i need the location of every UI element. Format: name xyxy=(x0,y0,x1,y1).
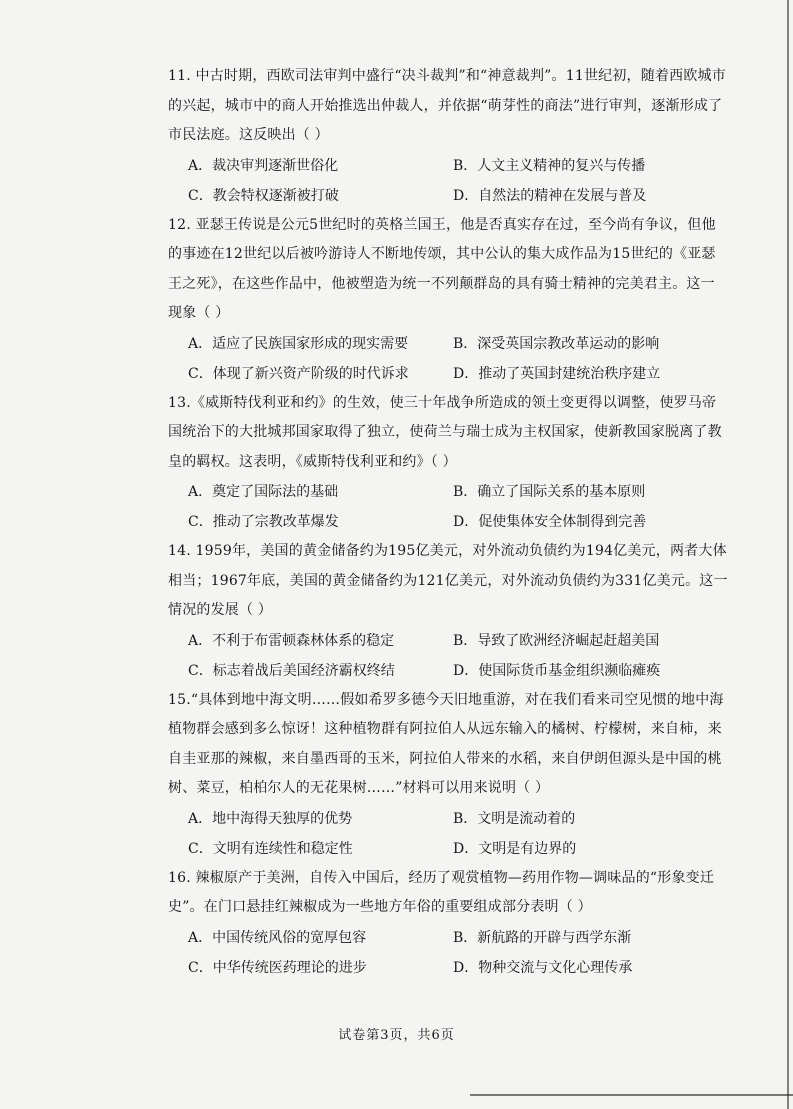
option-d: D．推动了英国封建统治秩序建立 xyxy=(453,365,661,382)
option-list xyxy=(188,477,728,537)
question-stem: 14. 1959年，美国的黄金储备约为195亿美元，对外流动负债约为194亿美元，两者大体相当；1967年底，美国的黄金储备约为121亿美元，对外流动负债约为331亿美元。这一情况的发展（ ） xyxy=(168,543,728,618)
question-11 xyxy=(168,62,728,211)
option-a: A．裁决审判逐渐世俗化 xyxy=(188,157,339,174)
question-stem: 16. 辣椒原产于美洲，自传入中国后，经历了观赏植物—药用作物—调味品的“形象变迁史”。在门口悬挂红辣椒成为一些地方年俗的重要组成部分表明（ ） xyxy=(168,869,715,915)
option-b: B．新航路的开辟与西学东渐 xyxy=(453,929,632,946)
question-stem: 15.“具体到地中海文明……假如希罗多德今天旧地重游，对在我们看来司空见惯的地中海植物群会感到多么惊讶！这种植物群有阿拉伯人从远东输入的橘树、柠檬树，来自柿，来自圭亚那的辣椒，来自墨西哥的玉米，阿拉伯人带来的水稻，来自伊朗但源头是中国的桃树、菜豆，柏柏尔人的无花果树……”材料可以用来说明（ ） xyxy=(168,691,724,796)
question-15 xyxy=(168,686,728,864)
question-14 xyxy=(168,537,728,686)
option-b: B．人文主义精神的复兴与传播 xyxy=(453,157,646,174)
scan-edge-bottom xyxy=(470,1094,793,1096)
option-c: C．推动了宗教改革爆发 xyxy=(188,514,339,530)
option-c: C．标志着战后美国经济霸权终结 xyxy=(188,662,395,679)
question-13 xyxy=(168,389,728,538)
option-d: D．物种交流与文化心理传承 xyxy=(453,959,633,976)
question-stem: 13.《威斯特伐利亚和约》的生效，使三十年战争所造成的领土变更得以调整，使罗马帝国统治下的大批城邦国家取得了独立，使荷兰与瑞士成为主权国家，使新教国家脱离了教皇的羁权。这表明，《威斯特伐利亚和约》（ ） xyxy=(168,394,722,470)
option-b: B．深受英国宗教改革运动的影响 xyxy=(453,335,660,352)
question-stem: 11. 中古时期，西欧司法审判中盛行“决斗裁判”和“神意裁判”。11世纪初，随着西欧城市的兴起，城市中的商人开始推选出仲裁人，并依据“萌芽性的商法”进行审判，逐渐形成了市民法庭。这反映出（ ） xyxy=(168,68,726,143)
option-b: B．确立了国际关系的基本原则 xyxy=(453,484,646,500)
option-d: D．使国际货币基金组织濒临瘫痪 xyxy=(453,662,661,679)
option-a: A．不利于布雷顿森林体系的稳定 xyxy=(188,632,395,649)
option-list xyxy=(188,923,728,983)
option-d: D．自然法的精神在发展与普及 xyxy=(453,187,647,204)
scan-edge-right xyxy=(787,0,789,1109)
option-a: A．奠定了国际法的基础 xyxy=(188,484,339,500)
option-d: D．文明是有边界的 xyxy=(453,840,577,857)
question-16 xyxy=(168,864,728,983)
option-list xyxy=(188,329,728,389)
option-c: C．体现了新兴资产阶级的时代诉求 xyxy=(188,365,409,382)
question-list xyxy=(168,62,728,983)
question-stem: 12. 亚瑟王传说是公元5世纪时的英格兰国王，他是否真实存在过，至今尚有争议，但他的事迹在12世纪以后被吟游诗人不断地传颂，其中公认的集大成作品为15世纪的《亚瑟王之死》，在这些作品中，他被塑造为统一不列颠群岛的具有骑士精神的完美君主。这一现象（ ） xyxy=(168,216,716,321)
option-b: B．导致了欧洲经济崛起赶超美国 xyxy=(453,632,660,649)
option-d: D．促使集体安全体制得到完善 xyxy=(453,514,647,530)
option-a: A．地中海得天独厚的优势 xyxy=(188,810,353,827)
option-a: A．适应了民族国家形成的现实需要 xyxy=(188,335,409,352)
option-c: C．教会特权逐渐被打破 xyxy=(188,187,339,204)
option-a: A．中国传统风俗的宽厚包容 xyxy=(188,929,367,946)
option-c: C．中华传统医药理论的进步 xyxy=(188,959,367,976)
option-list xyxy=(188,626,728,686)
option-list xyxy=(188,151,728,211)
option-b: B．文明是流动着的 xyxy=(453,810,576,827)
option-c: C．文明有连续性和稳定性 xyxy=(188,840,353,857)
option-list xyxy=(188,804,728,864)
page-number: 试卷第3页，共6页 xyxy=(338,1028,455,1043)
question-12 xyxy=(168,211,728,389)
